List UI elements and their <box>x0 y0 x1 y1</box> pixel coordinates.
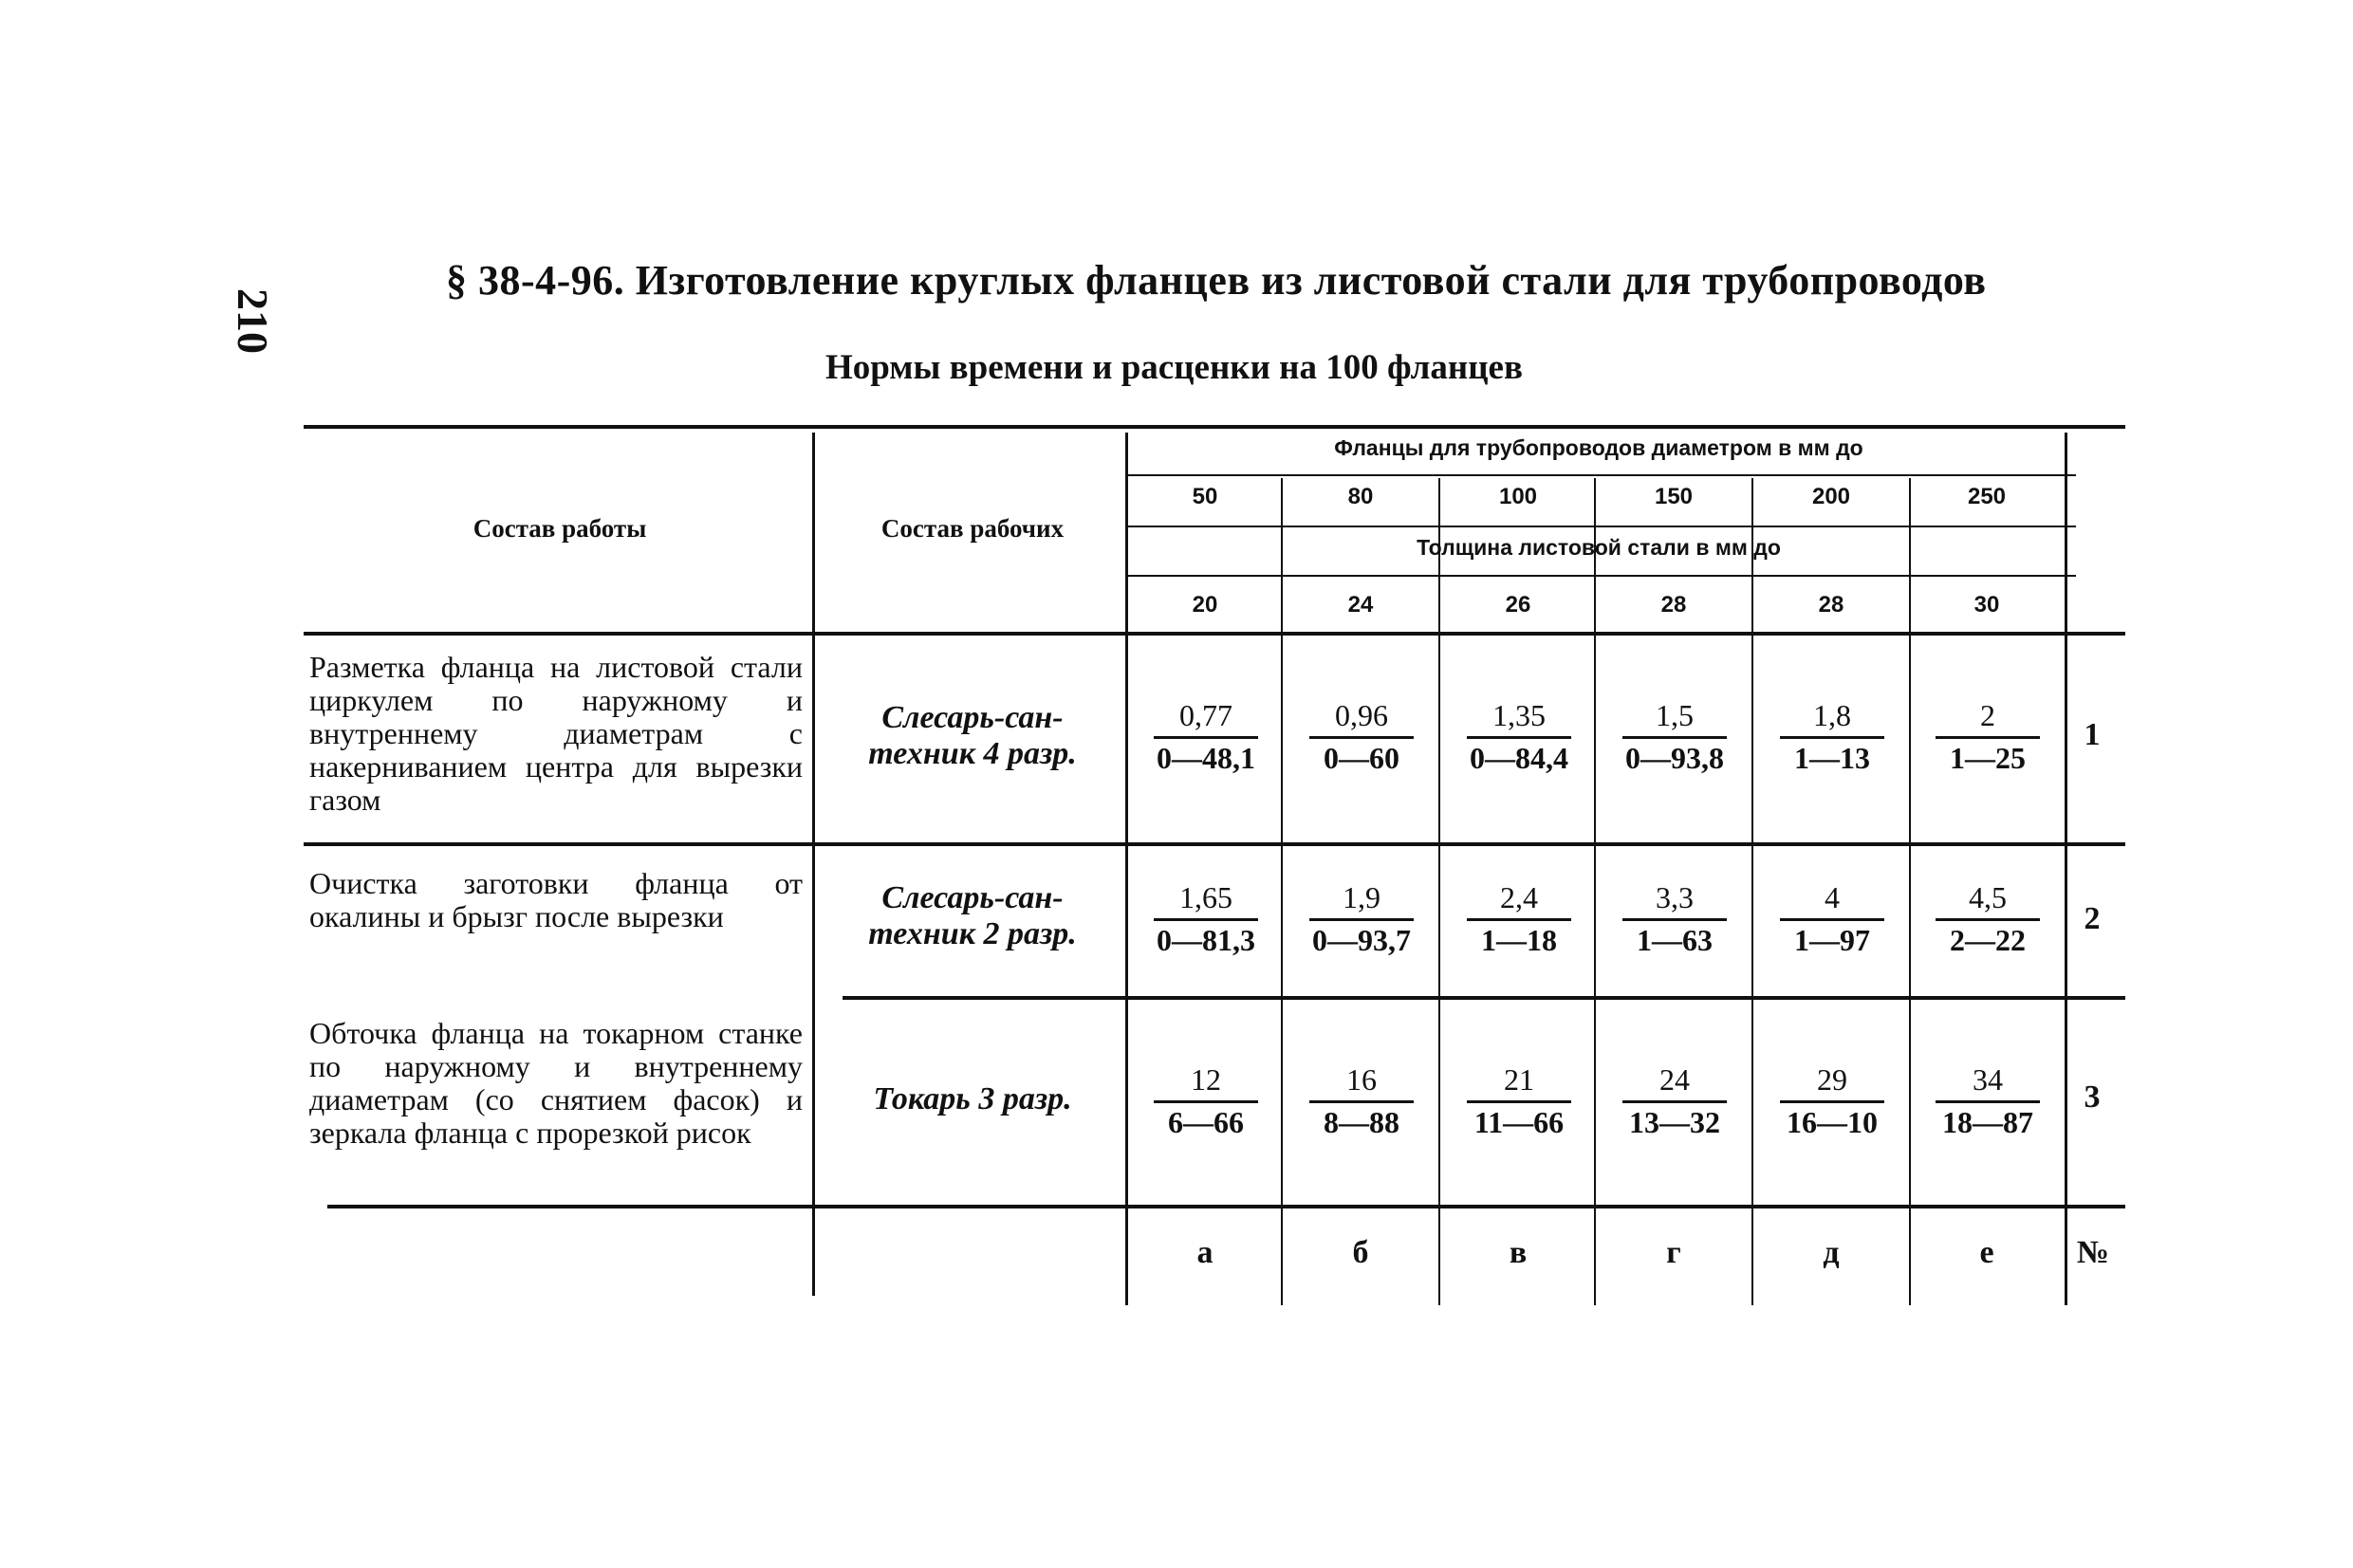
price-rate: 0—48,1 <box>1157 741 1255 775</box>
column-letter: е <box>1979 1235 1994 1270</box>
price-rate: 1—97 <box>1794 923 1870 957</box>
rule-col-c <box>1594 478 1596 1305</box>
worker-composition <box>825 880 1120 952</box>
worker-line: Слесарь-сан- <box>881 880 1064 915</box>
diameter-value: 100 <box>1498 484 1538 509</box>
rule-col-a <box>1281 478 1283 1305</box>
time-norm: 2 <box>1980 698 1995 732</box>
norm-cell <box>1602 698 1748 776</box>
worker-line: Слесарь-сан- <box>881 700 1064 735</box>
work-description: Очистка заготовки фланца от окалины и брызг после вырезки <box>309 866 803 933</box>
norm-cell <box>1759 880 1905 958</box>
section-title: § 38-4-96. Изготовление круглых фланцев из листовой стали для трубопроводов <box>446 257 1987 304</box>
time-norm: 12 <box>1191 1062 1221 1097</box>
header-diameter: Фланцы для трубопроводов диаметром в мм до <box>1334 435 1863 460</box>
time-norm: 24 <box>1659 1062 1690 1097</box>
rule-top <box>304 425 2125 429</box>
price-rate: 13—32 <box>1629 1105 1720 1139</box>
worker-line: Токарь 3 разр. <box>873 1081 1072 1116</box>
column-letter: а <box>1196 1235 1214 1270</box>
worker-line: техник 4 разр. <box>868 736 1077 771</box>
column-letter: б <box>1352 1235 1369 1270</box>
price-rate: 11—66 <box>1473 1105 1565 1139</box>
norm-cell <box>1133 698 1279 776</box>
time-norm: 1,9 <box>1343 880 1380 914</box>
thickness-value: 20 <box>1192 592 1218 618</box>
row-number: 1 <box>2084 717 2101 752</box>
rule-col-work <box>812 433 815 1296</box>
work-description: Обточка фланца на токарном станке по наружному и внутреннему диаметрам (со снятием фасок) и зеркала фланца с прорезкой рисок <box>309 1016 803 1150</box>
price-rate: 0—84,4 <box>1470 741 1568 775</box>
rule-row2-bottom <box>843 996 2125 1000</box>
price-rate: 0—93,8 <box>1625 741 1724 775</box>
norm-cell <box>1288 1062 1435 1140</box>
worker-line: техник 2 разр. <box>868 916 1077 951</box>
price-rate: 0—93,7 <box>1312 923 1411 957</box>
thickness-value: 26 <box>1505 592 1531 618</box>
norm-cell <box>1288 698 1435 776</box>
price-rate: 1—25 <box>1950 741 2026 775</box>
price-rate: 8—88 <box>1324 1105 1399 1139</box>
rule-header-bottom <box>304 632 2125 636</box>
norm-cell <box>1288 880 1435 958</box>
price-rate: 1—13 <box>1794 741 1870 775</box>
rule-thickness-label <box>1127 526 2076 527</box>
header-work: Состав работы <box>472 514 647 543</box>
time-norm: 21 <box>1504 1062 1534 1097</box>
rule-col-workers <box>1125 433 1128 1305</box>
thickness-value: 24 <box>1347 592 1374 618</box>
norm-cell <box>1133 880 1279 958</box>
table-subtitle: Нормы времени и расценки на 100 фланцев <box>825 348 1523 387</box>
work-description: Разметка фланца на листовой стали циркулем по наружному и внутреннему диаметрам с накерниванием центра для вырезки газом <box>309 650 803 817</box>
column-letter: г <box>1666 1235 1681 1270</box>
time-norm: 4 <box>1825 880 1840 914</box>
price-rate: 2—22 <box>1950 923 2026 957</box>
norm-cell <box>1915 880 2061 958</box>
price-rate: 0—60 <box>1324 741 1399 775</box>
diameter-value: 80 <box>1347 484 1374 509</box>
time-norm: 0,96 <box>1335 698 1388 732</box>
rule-col-d <box>1751 478 1753 1305</box>
norm-cell <box>1915 1062 2061 1140</box>
price-rate: 16—10 <box>1787 1105 1878 1139</box>
price-rate: 18—87 <box>1942 1105 2033 1139</box>
norm-cell <box>1133 1062 1279 1140</box>
time-norm: 1,5 <box>1656 698 1694 732</box>
diameter-value: 250 <box>1967 484 2007 509</box>
rule-row3-bottom <box>327 1205 2125 1208</box>
time-norm: 2,4 <box>1500 880 1538 914</box>
norm-cell <box>1446 1062 1592 1140</box>
time-norm: 16 <box>1346 1062 1377 1097</box>
thickness-value: 28 <box>1818 592 1844 618</box>
time-norm: 34 <box>1973 1062 2003 1097</box>
price-rate: 0—81,3 <box>1157 923 1255 957</box>
page-number: 210 <box>229 288 277 354</box>
rule-diam-values <box>1127 474 2076 476</box>
norm-cell <box>1446 880 1592 958</box>
price-rate: 1—63 <box>1637 923 1713 957</box>
time-norm: 3,3 <box>1656 880 1694 914</box>
rule-thickness-values <box>1127 575 2076 577</box>
norm-cell <box>1446 698 1592 776</box>
norm-cell <box>1915 698 2061 776</box>
time-norm: 1,8 <box>1813 698 1851 732</box>
rule-col-b <box>1438 478 1440 1305</box>
row-number: 3 <box>2084 1079 2101 1115</box>
thickness-value: 30 <box>1973 592 2000 618</box>
price-rate: 6—66 <box>1168 1105 1244 1139</box>
rule-row1-bottom <box>304 842 2125 846</box>
norm-cell <box>1602 1062 1748 1140</box>
worker-composition <box>825 1081 1120 1117</box>
diameter-value: 150 <box>1654 484 1694 509</box>
time-norm: 1,35 <box>1492 698 1546 732</box>
time-norm: 1,65 <box>1179 880 1232 914</box>
time-norm: 4,5 <box>1969 880 2007 914</box>
price-rate: 1—18 <box>1481 923 1557 957</box>
row-number: 2 <box>2084 901 2101 936</box>
thickness-value: 28 <box>1660 592 1687 618</box>
header-thickness: Толщина листовой стали в мм до <box>1417 535 1781 560</box>
diameter-value: 200 <box>1811 484 1851 509</box>
time-norm: 29 <box>1817 1062 1847 1097</box>
header-workers: Состав рабочих <box>880 514 1065 543</box>
norm-cell <box>1602 880 1748 958</box>
number-sign: № <box>2076 1235 2110 1270</box>
diameter-value: 50 <box>1192 484 1218 509</box>
worker-composition <box>825 700 1120 772</box>
column-letter: д <box>1823 1235 1840 1270</box>
norm-cell <box>1759 1062 1905 1140</box>
norm-cell <box>1759 698 1905 776</box>
rule-col-num <box>2065 433 2067 1305</box>
column-letter: в <box>1509 1235 1528 1270</box>
time-norm: 0,77 <box>1179 698 1232 732</box>
